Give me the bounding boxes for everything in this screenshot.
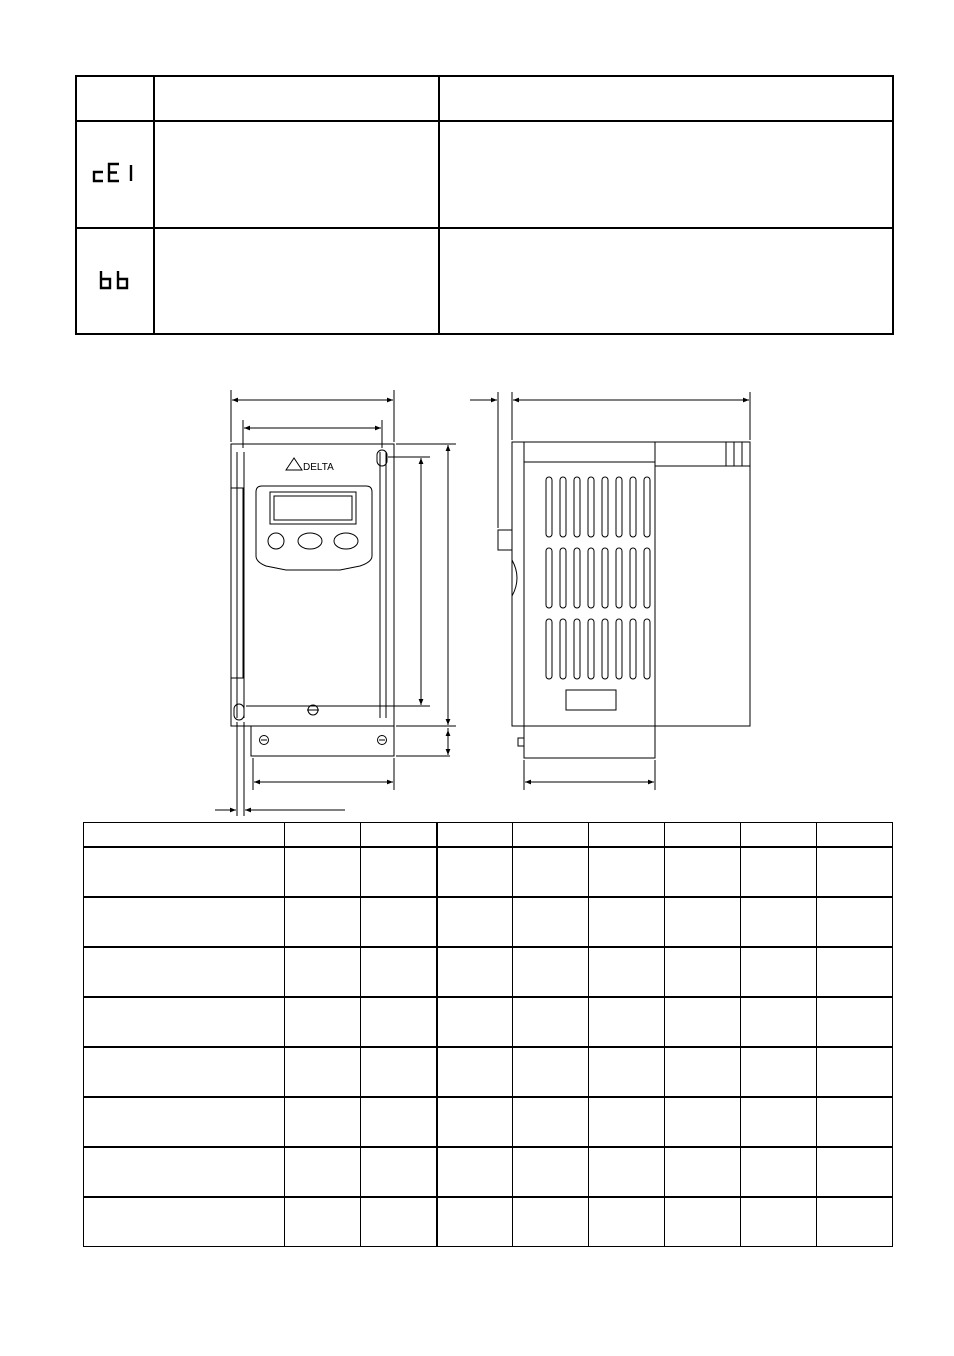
table-cell xyxy=(741,997,817,1047)
fault-code-cell xyxy=(76,121,154,228)
table-cell xyxy=(84,947,285,997)
header-description xyxy=(439,76,893,121)
table-cell xyxy=(285,1047,361,1097)
seven-segment-code-ce1 xyxy=(91,162,139,187)
table-cell xyxy=(285,1197,361,1247)
table-cell xyxy=(817,1047,893,1097)
front-body-outline xyxy=(231,444,394,726)
table-cell xyxy=(361,1047,437,1097)
table-row xyxy=(84,1147,893,1197)
seven-segment-display-icon xyxy=(91,162,139,184)
table-cell xyxy=(513,947,589,997)
table-cell xyxy=(437,1197,513,1247)
table-cell xyxy=(361,997,437,1047)
table-cell xyxy=(361,1197,437,1247)
table-cell xyxy=(285,1147,361,1197)
table-cell xyxy=(589,1047,665,1097)
heatsink xyxy=(524,442,655,726)
fault-name-cell xyxy=(154,121,439,228)
keypad-button xyxy=(334,533,358,549)
table-cell xyxy=(285,947,361,997)
table-cell xyxy=(513,1147,589,1197)
table-cell xyxy=(513,847,589,897)
table-cell xyxy=(84,997,285,1047)
table-cell xyxy=(361,897,437,947)
table-cell xyxy=(817,947,893,997)
table-cell xyxy=(741,1047,817,1097)
table-row xyxy=(84,1197,893,1247)
table-cell xyxy=(361,847,437,897)
table-cell xyxy=(361,1097,437,1147)
keypad-knob xyxy=(268,533,284,549)
fault-description-cell xyxy=(439,121,893,228)
table-cell xyxy=(665,1047,741,1097)
fault-code-table xyxy=(75,75,894,335)
table-cell xyxy=(589,1097,665,1147)
label-plate xyxy=(566,690,616,710)
vent-slots xyxy=(546,477,650,679)
table-cell xyxy=(741,1147,817,1197)
table-cell xyxy=(285,897,361,947)
table-cell xyxy=(665,897,741,947)
table-cell xyxy=(84,1097,285,1147)
table-cell xyxy=(741,947,817,997)
table-row xyxy=(84,1097,893,1147)
table-cell xyxy=(285,847,361,897)
table-cell xyxy=(665,947,741,997)
table-cell xyxy=(665,1097,741,1147)
header-cell xyxy=(84,823,285,848)
header-display xyxy=(76,76,154,121)
header-cell xyxy=(589,823,665,848)
fault-table-header xyxy=(76,76,893,121)
table-cell xyxy=(817,847,893,897)
table-cell xyxy=(817,1147,893,1197)
table-cell xyxy=(665,847,741,897)
table-cell xyxy=(437,997,513,1047)
table-cell xyxy=(589,897,665,947)
table-cell xyxy=(817,997,893,1047)
side-view xyxy=(470,392,750,790)
fault-name-cell xyxy=(154,228,439,334)
table-cell xyxy=(741,1097,817,1147)
header-cell xyxy=(285,823,361,848)
table-cell xyxy=(513,1047,589,1097)
keypad-outline xyxy=(256,486,372,570)
table-cell xyxy=(84,847,285,897)
table-cell xyxy=(741,1197,817,1247)
table-row xyxy=(84,847,893,897)
svg-text:DELTA: DELTA xyxy=(303,462,334,473)
table-cell xyxy=(437,847,513,897)
table-cell xyxy=(437,1147,513,1197)
table-cell xyxy=(84,1197,285,1247)
table-row xyxy=(84,1047,893,1097)
table-cell xyxy=(285,997,361,1047)
seven-segment-code-bb xyxy=(97,269,133,294)
table-cell xyxy=(437,1047,513,1097)
table-cell xyxy=(361,947,437,997)
table-cell xyxy=(665,1147,741,1197)
table-cell xyxy=(437,947,513,997)
table-cell xyxy=(285,1097,361,1147)
table-row xyxy=(84,947,893,997)
bottom-bracket xyxy=(251,726,394,756)
table-cell xyxy=(513,897,589,947)
side-body-outline xyxy=(512,442,750,726)
header-cell xyxy=(817,823,893,848)
delta-logo xyxy=(286,458,334,473)
front-view xyxy=(215,390,456,816)
fault-description-cell xyxy=(439,228,893,334)
dimension-table-header xyxy=(84,823,893,848)
seven-segment-display-icon xyxy=(97,269,133,291)
table-cell xyxy=(665,997,741,1047)
header-cell xyxy=(741,823,817,848)
header-cell xyxy=(665,823,741,848)
table-cell xyxy=(84,897,285,947)
table-cell xyxy=(665,1197,741,1247)
table-cell xyxy=(817,1097,893,1147)
keypad-button xyxy=(298,533,322,549)
table-cell xyxy=(741,847,817,897)
dimension-table xyxy=(83,822,893,1247)
table-cell xyxy=(437,897,513,947)
table-cell xyxy=(589,1147,665,1197)
table-cell xyxy=(817,897,893,947)
fault-row xyxy=(76,121,893,228)
keypad-display xyxy=(270,492,356,524)
table-cell xyxy=(589,947,665,997)
table-cell xyxy=(589,1197,665,1247)
header-cell xyxy=(437,823,513,848)
table-cell xyxy=(513,1197,589,1247)
table-cell xyxy=(84,1147,285,1197)
table-cell xyxy=(84,1047,285,1097)
fault-code-cell xyxy=(76,228,154,334)
table-cell xyxy=(361,1147,437,1197)
header-cell xyxy=(513,823,589,848)
table-cell xyxy=(437,1097,513,1147)
table-cell xyxy=(513,997,589,1047)
table-row xyxy=(84,897,893,947)
header-cell xyxy=(361,823,437,848)
table-cell xyxy=(589,847,665,897)
table-cell xyxy=(589,997,665,1047)
table-cell xyxy=(741,897,817,947)
fault-row xyxy=(76,228,893,334)
table-cell xyxy=(513,1097,589,1147)
table-cell xyxy=(817,1197,893,1247)
header-fault-name xyxy=(154,76,439,121)
table-row xyxy=(84,997,893,1047)
